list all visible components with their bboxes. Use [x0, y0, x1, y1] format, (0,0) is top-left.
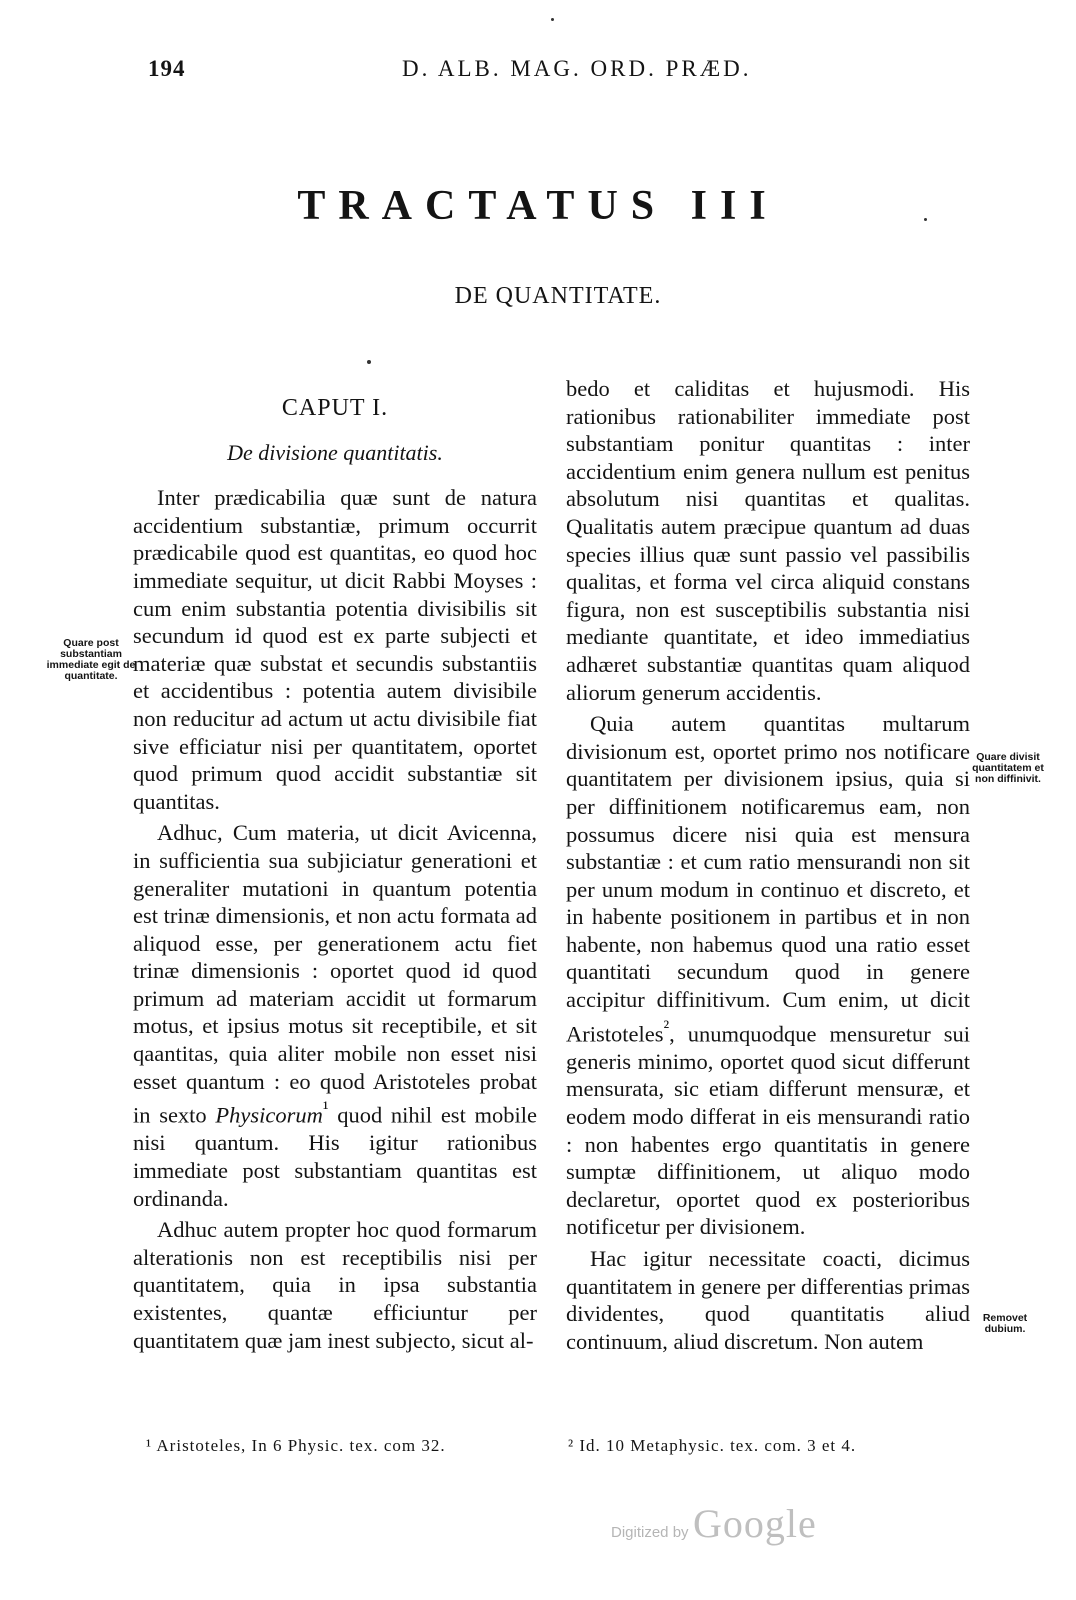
footnote-ref-1: ¹ [322, 1098, 329, 1120]
digitized-prefix: Digitized by [611, 1524, 689, 1541]
digitized-watermark [611, 1500, 817, 1547]
chapter-subtitle: De divisione quantitatis. [227, 439, 443, 465]
footnote-ref-2: ² [663, 1016, 670, 1038]
margin-note-right-2: Removet dubium. [982, 1312, 1028, 1335]
right-column [566, 375, 970, 1355]
right-paragraph-2 [566, 710, 970, 1241]
footnote-right: ² Id. 10 Metaphysic. tex. com. 3 et 4. [568, 1436, 857, 1455]
left-column [133, 395, 537, 1354]
print-speck [551, 18, 554, 21]
right-paragraph-2-text-a: Quia autem quantitas multarum divisionum est, oportet primo nos notificare quantitatem per divisionem ipsius, quia si per diffinitionem notificaremus eam, non possumus dicere nisi quia est mensura substantiæ : et cum ratio mensurandi non sit per unum modum in continuo et discreto, et in habente positionem in partibus et in non habente, non habemus quod una ratio esset quantitati secundum quod in genere accipitur diffinitivum. Cum enim, ut dicit Aristoteles [566, 711, 970, 1047]
print-speck [924, 218, 927, 221]
chapter-title: CAPUT I. [281, 395, 389, 421]
footnote-left: ¹ Aristoteles, In 6 Physic. tex. com 32. [146, 1436, 446, 1455]
left-paragraph-3: Adhuc autem propter hoc quod formarum alterationis non est receptibilis nisi per quantitatem, quia in ipsa substantia existentes, quantæ efficiuntur per quantitatem quæ jam inest subjecto, sicut al- [133, 1217, 537, 1353]
right-paragraph-1: bedo et caliditas et hujusmodi. His rationibus rationabiliter immediate post substantiam ponitur quantitas : inter accidentium enim genera nullum est penitus absolutum nisi quantitas et qualitas. Qualitatis autem præcipue quantum ad duas species illius quæ sunt passio vel passibilis qualitas, et forma vel circa aliquid constans figura, non est susceptibilis substantia nisi mediante quantitate, et ideo immediatius adhæret substantiæ quantitas quam aliquod aliorum generum accidentis. [566, 376, 970, 705]
page-number: 194 [148, 56, 186, 81]
right-paragraph-2-text-b: , unumquodque mensuretur sui generis minimo, oportet quod sicut differunt mensurata, sic etiam differunt mensuræ, et eodem modo differat in eis mensurandi ratio : non habentes ergo quantitatis in genere sumptæ diffinitionem, ut aliquo modo declaretur, oportet quod ex posterioribus notificetur per divisionem. [566, 1021, 970, 1240]
print-speck [367, 360, 371, 364]
right-paragraph-3: Hac igitur necessitate coacti, dicimus quantitatem in genere per differentias primas dividentes, quod quantitatis aliud continuum, aliud discretum. Non autem [566, 1245, 970, 1354]
left-paragraph-2-text-b: quod nihil est mobile nisi quantum. His igitur rationibus immediate post substantiam quantitas est ordinanda. [133, 1102, 537, 1211]
subject-heading: DE QUANTITATE. [454, 283, 662, 309]
tractatus-title: TRACTATUS III [297, 183, 779, 229]
left-paragraph-2 [133, 819, 537, 1212]
running-title: D. ALB. MAG. ORD. PRÆD. [402, 56, 752, 81]
left-paragraph-1: Inter prædicabilia quæ sunt de natura accidentium substantiæ, primum occurrit prædicabile quod est quantitas, eo quod hoc immediate sequitur, ut dicit Rabbi Moyses : cum enim substantia potentia divisibilis sit secundum id quod est ex parte subjecti et materiæ quæ substat et secundis substantiis et accidentibus : potentia autem divisibile non reducitur ad actum ut actu divisibile fiat sive efficiatur nisi per quantitatem, oportet quod primum quod accidit substantiæ sit quantitas. [133, 485, 537, 814]
margin-note-left: Quare post substantiam immediate egit de quantitate. [46, 637, 136, 682]
margin-note-right-1: Quare divisit quantitatem et non diffinivit. [972, 751, 1044, 785]
running-head [0, 56, 1076, 90]
google-logo: Google [693, 1501, 817, 1546]
physicorum-title: Physicorum [215, 1102, 323, 1128]
left-paragraph-2-text-a: Adhuc, Cum materia, ut dicit Avicenna, in sufficientia sua subjiciatur generationi et generaliter mutationi in quantum potentia est trinæ dimensionis, et non actu formata ad aliquod esse, per generationem actu fiet trinæ dimensionis : oportet quod id quod primum ad materiam accidit ut formarum motus, et ipsius motus sit receptibile, et sit qaantitas, quia aliter mobile non esset nisi esset quantum : eo quod Aristoteles probat in sexto [133, 820, 537, 1128]
